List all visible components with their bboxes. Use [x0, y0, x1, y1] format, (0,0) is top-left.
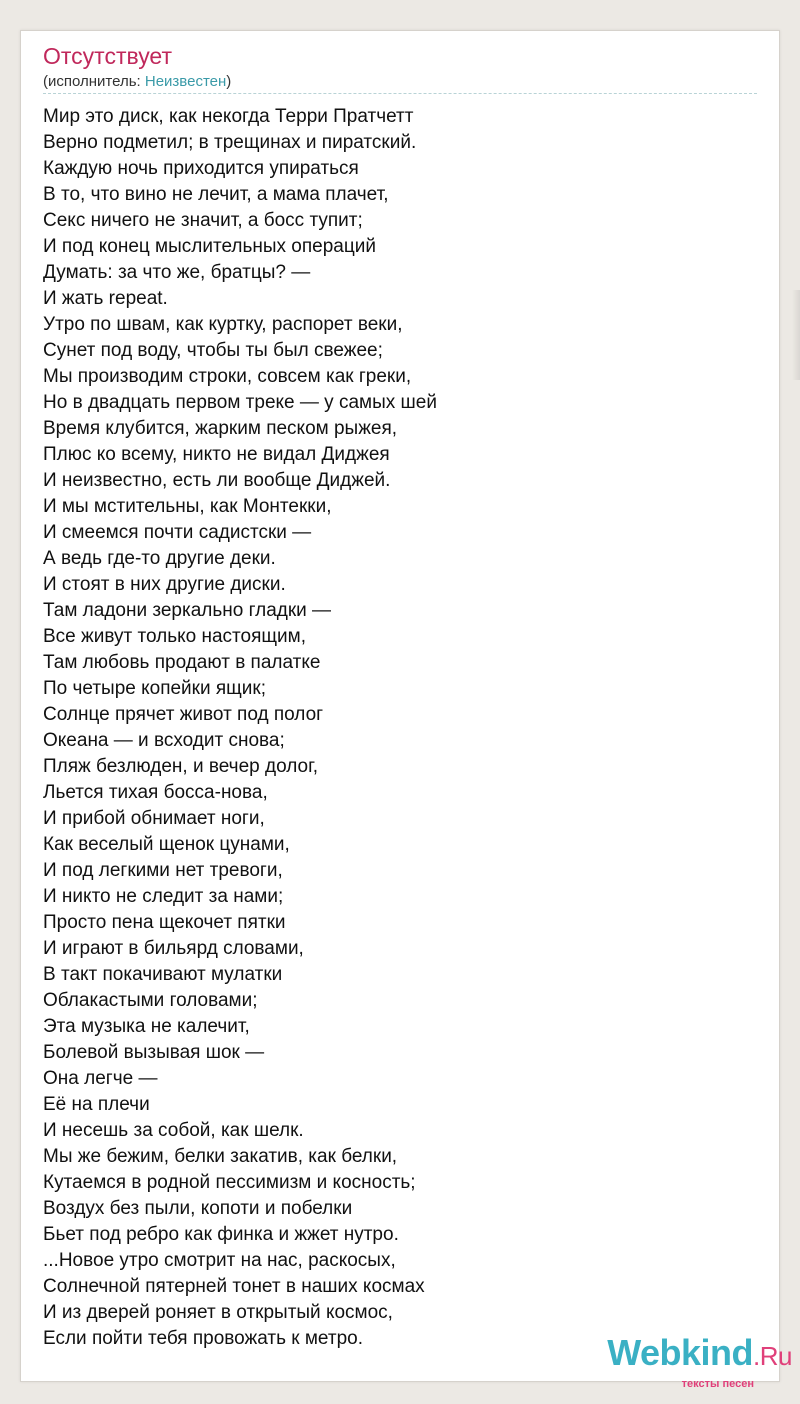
- lyric-line: Просто пена щекочет пятки: [43, 912, 286, 933]
- lyric-line: Каждую ночь приходится упираться: [43, 158, 359, 179]
- lyric-line: Думать: за что же, братцы? —: [43, 262, 311, 283]
- lyric-line: И мы мстительны, как Монтекки,: [43, 496, 332, 517]
- lyric-line: Там любовь продают в палатке: [43, 652, 321, 673]
- lyric-line: Все живут только настоящим,: [43, 626, 306, 647]
- lyric-line: Воздух без пыли, копоти и побелки: [43, 1198, 353, 1219]
- lyric-line: Эта музыка не калечит,: [43, 1016, 250, 1037]
- lyric-line: Секс ничего не значит, а босс тупит;: [43, 210, 363, 231]
- lyric-line: Болевой вызывая шок —: [43, 1042, 265, 1063]
- lyric-line: Верно подметил; в трещинах и пиратский.: [43, 132, 417, 153]
- lyric-line: И жать repeat.: [43, 288, 168, 309]
- lyric-line: Пляж безлюден, и вечер долог,: [43, 756, 318, 777]
- lyric-line: Её на плечи: [43, 1094, 150, 1115]
- lyric-line: И неизвестно, есть ли вообще Диджей.: [43, 470, 391, 491]
- lyric-line: Мы производим строки, совсем как греки,: [43, 366, 412, 387]
- lyric-line: А ведь где-то другие деки.: [43, 548, 276, 569]
- artist-prefix: (исполнитель:: [43, 73, 145, 90]
- lyrics-text: [43, 104, 437, 1352]
- lyric-line: Облакастыми головами;: [43, 990, 258, 1011]
- lyric-line: Как веселый щенок цунами,: [43, 834, 290, 855]
- lyric-line: И смеемся почти садистски —: [43, 522, 312, 543]
- lyric-line: Мир это диск, как некогда Терри Пратчетт: [43, 106, 414, 127]
- lyric-line: Сунет под воду, чтобы ты был свежее;: [43, 340, 383, 361]
- artist-suffix: ): [226, 73, 232, 90]
- logo-tagline: тексты песен: [681, 1378, 754, 1390]
- dashed-divider: [43, 93, 757, 94]
- logo-main-text: Webkind: [607, 1332, 754, 1373]
- lyric-line: Бьет под ребро как финка и жжет нутро.: [43, 1224, 399, 1245]
- lyric-line: Льется тихая босса-нова,: [43, 782, 268, 803]
- lyric-line: Мы же бежим, белки закатив, как белки,: [43, 1146, 398, 1167]
- logo-suffix-text: .Ru: [753, 1341, 792, 1371]
- artist-line: [43, 73, 231, 90]
- lyric-line: Солнечной пятерней тонет в наших космах: [43, 1276, 425, 1297]
- lyric-line: Если пойти тебя провожать к метро.: [43, 1328, 363, 1349]
- lyric-line: Но в двадцать первом треке — у самых шей: [43, 392, 437, 413]
- lyric-line: И никто не следит за нами;: [43, 886, 284, 907]
- lyric-line: Время клубится, жарким песком рыжея,: [43, 418, 398, 439]
- lyric-line: ...Новое утро смотрит на нас, раскосых,: [43, 1250, 396, 1271]
- site-logo[interactable]: [607, 1332, 792, 1374]
- lyrics-card: [20, 30, 780, 1382]
- lyric-line: По четыре копейки ящик;: [43, 678, 266, 699]
- lyric-line: Там ладони зеркально гладки —: [43, 600, 332, 621]
- lyric-line: И под легкими нет тревоги,: [43, 860, 283, 881]
- page-edge-shadow: [792, 290, 800, 380]
- artist-link[interactable]: Неизвестен: [144, 73, 227, 90]
- lyric-line: И стоят в них другие диски.: [43, 574, 286, 595]
- lyric-line: И прибой обнимает ноги,: [43, 808, 265, 829]
- lyric-line: Утро по швам, как куртку, распорет веки,: [43, 314, 403, 335]
- lyric-line: Солнце прячет живот под полог: [43, 704, 324, 725]
- song-title: Отсутствует: [43, 43, 172, 69]
- lyric-line: В то, что вино не лечит, а мама плачет,: [43, 184, 389, 205]
- lyric-line: Кутаемся в родной пессимизм и косность;: [43, 1172, 416, 1193]
- lyric-line: Океана — и всходит снова;: [43, 730, 285, 751]
- lyric-line: И играют в бильярд словами,: [43, 938, 304, 959]
- lyric-line: И из дверей роняет в открытый космос,: [43, 1302, 393, 1323]
- lyric-line: В такт покачивают мулатки: [43, 964, 283, 985]
- lyric-line: И под конец мыслительных операций: [43, 236, 376, 257]
- lyric-line: И несешь за собой, как шелк.: [43, 1120, 304, 1141]
- lyric-line: Плюс ко всему, никто не видал Диджея: [43, 444, 390, 465]
- lyric-line: Она легче —: [43, 1068, 158, 1089]
